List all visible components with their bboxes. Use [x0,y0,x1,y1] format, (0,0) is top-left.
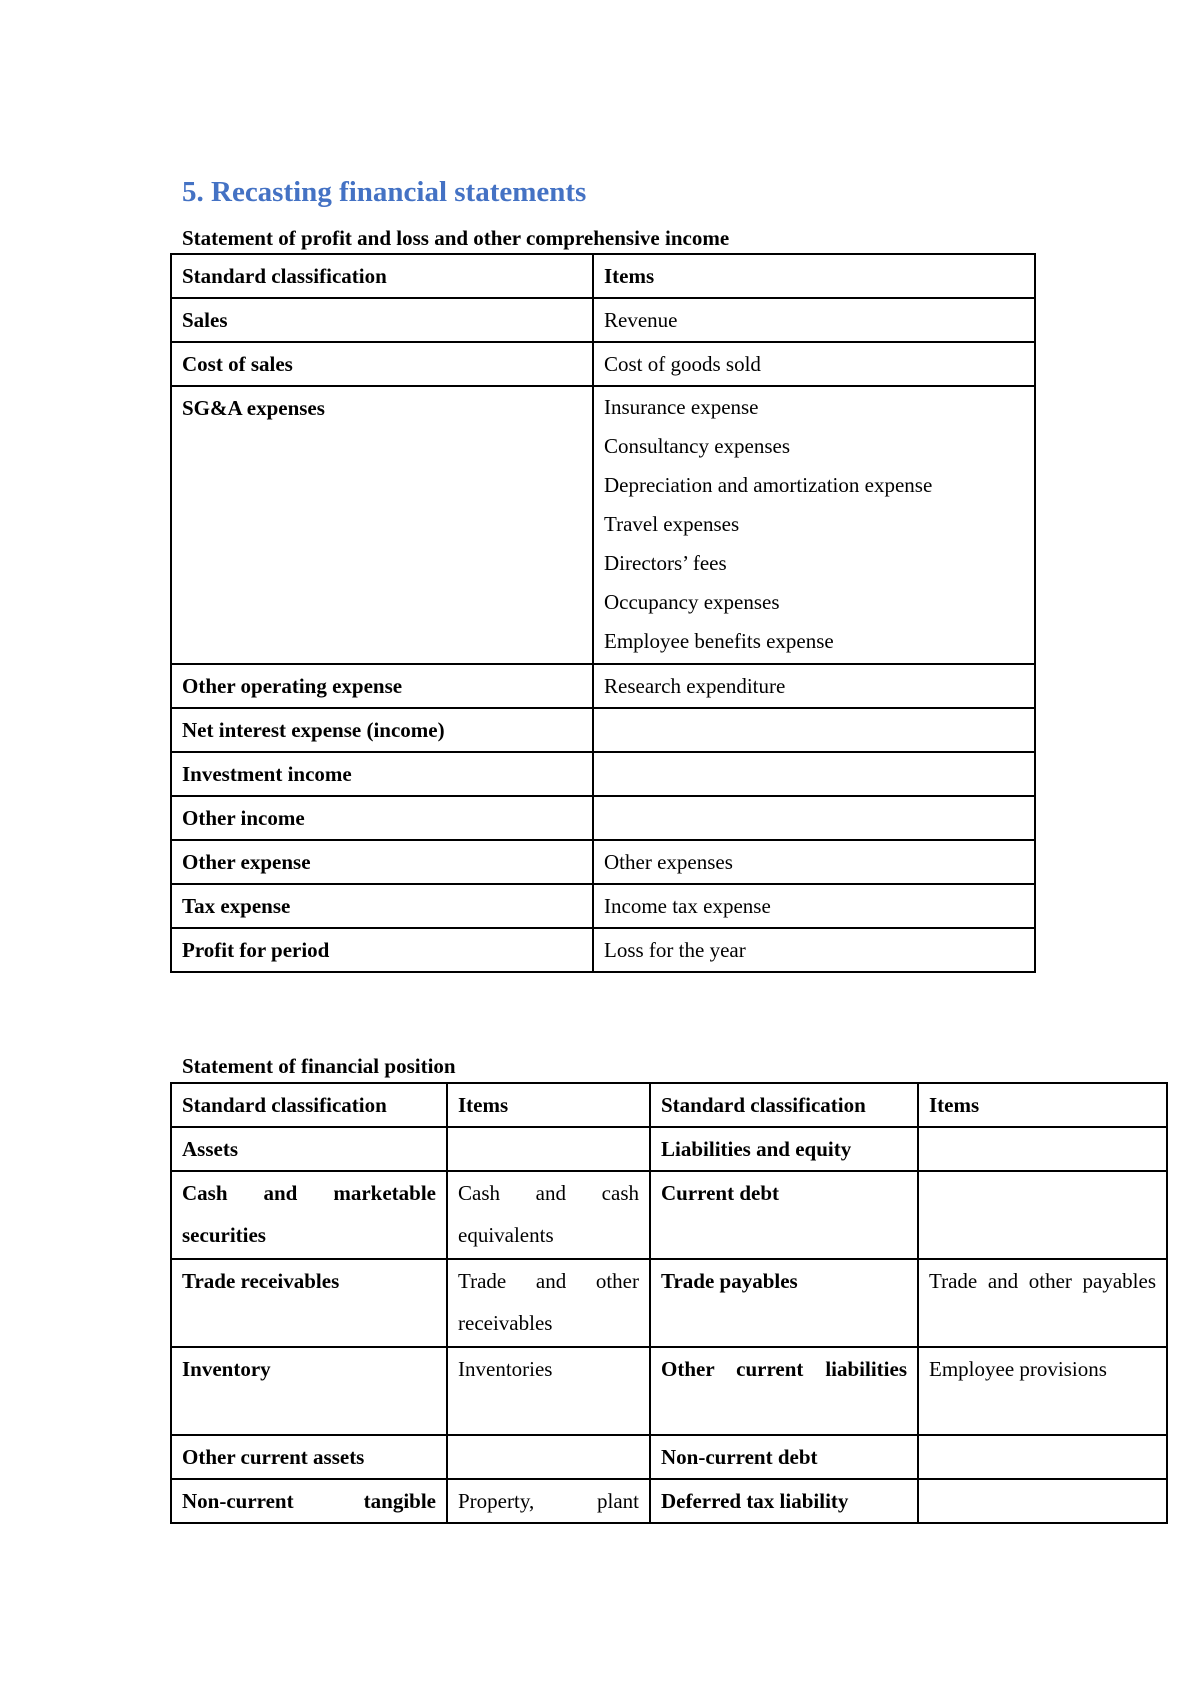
fp-statement-caption: Statement of financial position [182,1054,456,1078]
asset-items-cell: Cash and cash equivalents [447,1171,650,1259]
classification-cell: Other expense [171,840,593,884]
pl-statement-caption: Statement of profit and loss and other comprehensive income [182,226,730,250]
table-row [171,664,1035,708]
header-standard-classification: Standard classification [171,254,593,298]
asset-classification-cell: Assets [171,1127,447,1171]
classification-cell: Investment income [171,752,593,796]
table-row [171,1259,1167,1347]
item-line: Depreciation and amortization expense [604,473,933,497]
classification-cell: Other income [171,796,593,840]
section-heading: 5. Recasting financial statements [182,176,587,208]
header-items: Items [447,1083,650,1127]
asset-items-cell: Inventories [447,1347,650,1435]
table-header-row [171,254,1035,298]
table-row [171,840,1035,884]
table-row [171,1347,1167,1435]
liability-items-cell [918,1479,1167,1523]
items-cell: Research expenditure [593,664,1035,708]
asset-items-cell: Property, plant [447,1479,650,1523]
item-line: Travel expenses [604,512,740,536]
classification-cell: SG&A expenses [171,386,593,664]
items-cell [593,796,1035,840]
items-cell: Cost of goods sold [593,342,1035,386]
table-row [171,1127,1167,1171]
asset-items-cell: Trade and other receivables [447,1259,650,1347]
table-row [171,1435,1167,1479]
table-row [171,342,1035,386]
item-line: Insurance expense [604,395,759,419]
asset-classification-cell: Cash and marketable securities [171,1171,447,1259]
pl-statement-table [170,253,1036,973]
item-line: Consultancy expenses [604,434,791,458]
classification-cell: Cost of sales [171,342,593,386]
header-standard-classification: Standard classification [650,1083,918,1127]
items-cell [593,386,1035,664]
table-row [171,796,1035,840]
table-row [171,298,1035,342]
items-cell: Revenue [593,298,1035,342]
liability-items-cell: Employee provisions [918,1347,1167,1435]
classification-cell: Sales [171,298,593,342]
table-row [171,1171,1167,1259]
table-header-row [171,1083,1167,1127]
liability-classification-cell: Deferred tax liability [650,1479,918,1523]
table-row [171,708,1035,752]
asset-classification-cell: Trade receivables [171,1259,447,1347]
items-cell [593,708,1035,752]
classification-cell: Other operating expense [171,664,593,708]
liability-classification-cell: Current debt [650,1171,918,1259]
asset-classification-cell: Inventory [171,1347,447,1435]
asset-classification-cell: Non-current tangible [171,1479,447,1523]
items-cell: Income tax expense [593,884,1035,928]
liability-classification-cell: Trade payables [650,1259,918,1347]
classification-cell: Net interest expense (income) [171,708,593,752]
header-items: Items [593,254,1035,298]
item-line: Employee benefits expense [604,629,834,653]
items-cell: Loss for the year [593,928,1035,972]
liability-items-cell [918,1435,1167,1479]
item-line: Occupancy expenses [604,590,780,614]
table-row [171,752,1035,796]
liability-items-cell [918,1171,1167,1259]
table-row [171,928,1035,972]
classification-cell: Tax expense [171,884,593,928]
asset-items-cell [447,1435,650,1479]
table-row [171,884,1035,928]
liability-classification-cell: Non-current debt [650,1435,918,1479]
header-standard-classification: Standard classification [171,1083,447,1127]
asset-classification-cell: Other current assets [171,1435,447,1479]
header-items: Items [918,1083,1167,1127]
items-cell: Other expenses [593,840,1035,884]
item-line: Directors’ fees [604,551,727,575]
liability-items-cell [918,1127,1167,1171]
liability-classification-cell: Liabilities and equity [650,1127,918,1171]
classification-cell: Profit for period [171,928,593,972]
fp-statement-table [170,1082,1168,1524]
liability-classification-cell: Other current liabilities [650,1347,918,1435]
items-cell [593,752,1035,796]
table-row [171,386,1035,664]
asset-items-cell [447,1127,650,1171]
table-row [171,1479,1167,1523]
liability-items-cell: Trade and other payables [918,1259,1167,1347]
